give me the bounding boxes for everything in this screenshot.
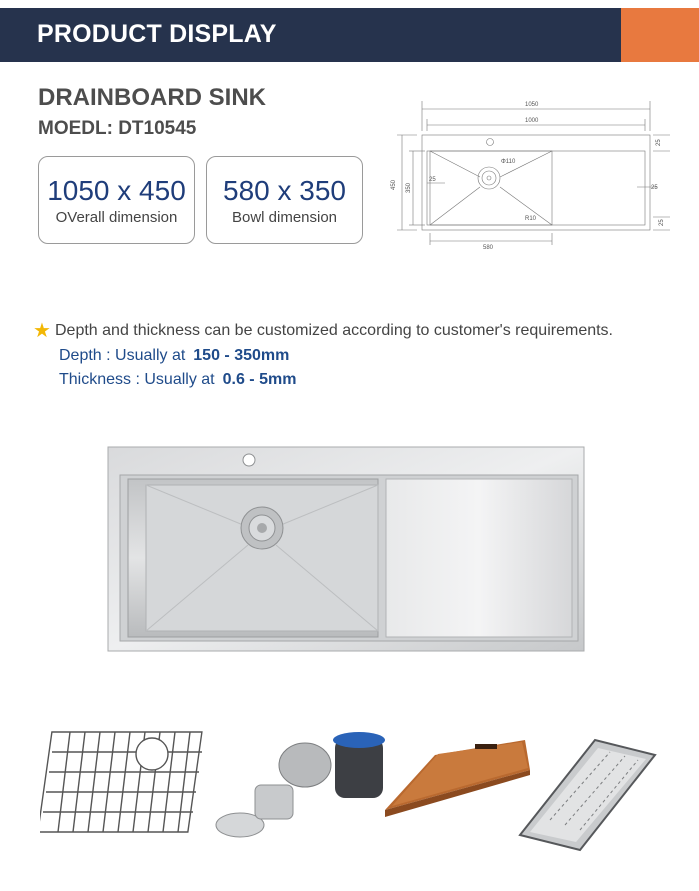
depth-value: 150 - 350mm [193, 347, 290, 364]
header-accent-block [621, 8, 699, 62]
overall-dimension-label: OVerall dimension [55, 209, 178, 226]
drawing-bowl-width: 580 [483, 245, 494, 251]
overall-dimension-value: 1050 x 450 [47, 175, 186, 206]
drawing-drain-size: Φ110 [501, 159, 516, 165]
technical-drawing [385, 95, 685, 255]
cutting-board-image [385, 740, 530, 817]
drawing-radius: R10 [525, 216, 537, 222]
drawing-margin-right: 25 [651, 185, 658, 191]
drawing-margin-top: 25 [656, 139, 662, 146]
drawing-margin-left: 25 [429, 177, 436, 183]
section-header [0, 8, 699, 62]
star-icon: ★ [33, 320, 51, 342]
drawing-bowl-height: 350 [406, 182, 412, 193]
drawing-height: 450 [391, 179, 397, 190]
bowl-dimension-box [206, 156, 363, 244]
sink-product-image [106, 445, 586, 653]
thickness-spec [59, 371, 296, 389]
colander-image [520, 740, 655, 850]
bowl-dimension-value: 580 x 350 [223, 175, 346, 206]
overall-dimension-box [38, 156, 195, 244]
drawing-inner-width: 1000 [525, 118, 539, 124]
customization-note-text: Depth and thickness can be customized according to customer's requirements. [55, 322, 613, 339]
accessories-image [40, 710, 680, 860]
bowl-dimension-label: Bowl dimension [231, 209, 338, 226]
basket-strainer-image [216, 732, 385, 837]
product-model: MOEDL: DT10545 [38, 118, 197, 139]
bottom-grid-image [40, 732, 202, 832]
thickness-value: 0.6 - 5mm [222, 371, 297, 388]
depth-spec [59, 347, 289, 365]
thickness-label: Thickness : Usually at [59, 371, 215, 388]
customization-note [33, 318, 613, 343]
section-title: PRODUCT DISPLAY [37, 20, 277, 48]
depth-label: Depth : Usually at [59, 347, 186, 364]
product-name: DRAINBOARD SINK [38, 84, 266, 111]
drawing-overall-width: 1050 [525, 102, 539, 108]
drawing-margin-bottom: 25 [659, 219, 665, 226]
